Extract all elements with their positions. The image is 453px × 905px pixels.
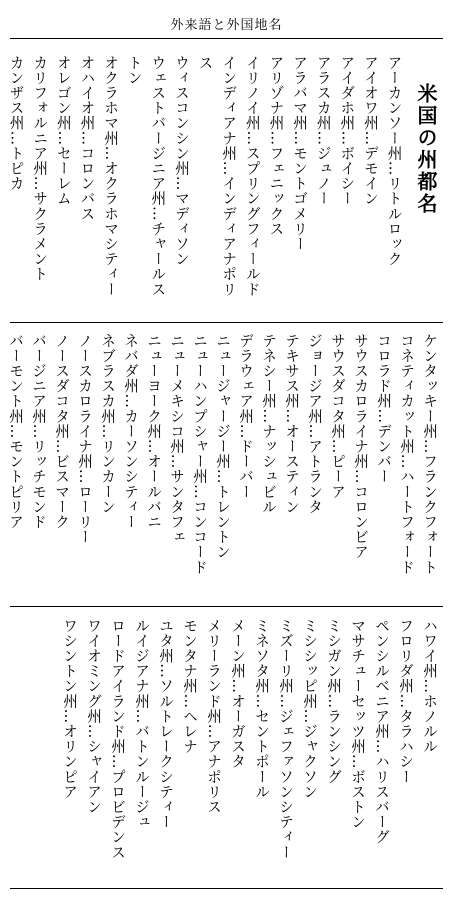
state-capital-entry: マサチューセッツ州…ボストン [349, 618, 366, 830]
state-capital-entry: ミズーリ州…ジェファソンシティー [277, 618, 294, 860]
state-capital-entry: イリノイ州…スプリングフィールド [243, 55, 261, 297]
header-rule [10, 38, 443, 39]
state-capital-entry: カンザス州…トピカ [7, 55, 25, 191]
state-capital-entry: オハイオ州…コロンバス [78, 55, 96, 222]
state-capital-entry: ノースカロライナ州…ローリー [76, 333, 93, 545]
bottom-rule [10, 888, 443, 889]
state-capital-entry: サウスカロライナ州…コロンビア [352, 333, 369, 560]
state-capital-entry: ニューハンプシャー州…コンコード [191, 333, 208, 575]
state-capital-entry: カリフォルニア州…サクラメント [31, 55, 49, 282]
state-capital-entry: ウィスコンシン州…マディソン [172, 55, 190, 267]
state-capital-entry: メリーランド州…アナポリス [205, 618, 222, 815]
state-capital-entry: アイダホ州…ボイシー [338, 55, 356, 206]
state-capital-entry: アリゾナ州…フェニックス [267, 55, 285, 237]
state-capital-entry: ニュージャージー州…トレントン [214, 333, 231, 560]
state-capital-entry: ミシガン州…ランシング [325, 618, 342, 785]
state-capital-entry: ルイジアナ州…バトンルージュ [133, 618, 150, 830]
state-capital-entry: フロリダ州…タラハシー [397, 618, 414, 785]
divider-rule-1 [10, 322, 443, 323]
state-capital-entry: トン [125, 55, 143, 86]
state-capital-entry: アイオワ州…デモイン [361, 55, 379, 206]
state-capital-entry: コロラド州…デンバー [375, 333, 392, 484]
section-heading: 米国の州都名 [414, 83, 438, 215]
state-capital-entry: ニューヨーク州…オールバニ [145, 333, 162, 530]
state-capital-entry: ミネソタ州…セントポール [253, 618, 270, 800]
state-capital-entry: モンタナ州…ヘレナ [181, 618, 198, 754]
state-capital-entry: テキサス州…オースティン [283, 333, 300, 515]
state-capital-entry: ユタ州…ソルトレークシティー [157, 618, 174, 830]
state-capital-entry: サウスダコタ州…ピーア [329, 333, 346, 500]
state-capital-entry: ウェストバージニア州…チャールス [149, 55, 167, 297]
state-capital-entry: ノースダコタ州…ビスマーク [53, 333, 70, 530]
state-capital-entry: オクラホマ州…オクラホマシティー [102, 55, 120, 297]
state-capital-entry: インディアナ州…インディアナポリ [220, 55, 238, 297]
state-capital-entry: アラバマ州…モントゴメリー [291, 55, 309, 252]
state-capital-entry: ニューメキシコ州…サンタフェ [168, 333, 185, 545]
entries-band-1 [4, 55, 441, 315]
state-capital-entry: ワイオミング州…シャイアン [85, 618, 102, 815]
state-capital-entry: テネシー州…ナッシュビル [260, 333, 277, 515]
state-capital-entry: ワシントン州…オリンピア [61, 618, 78, 800]
state-capital-entry: デラウェア州…ドーバー [237, 333, 254, 500]
state-capital-entry: ス [196, 55, 214, 71]
state-capital-entry: ネブラスカ州…リンカーン [99, 333, 116, 515]
state-capital-entry: アーカンソー州…リトルロック [385, 55, 403, 267]
state-capital-entry: ペンシルベニア州…ハリスバーグ [373, 618, 390, 845]
state-capital-entry: ハワイ州…ホノルル [421, 618, 438, 754]
entries-band-2 [4, 333, 441, 593]
entries-band-3 [4, 618, 441, 888]
state-capital-entry: バージニア州…リッチモンド [30, 333, 47, 530]
state-capital-entry: アラスカ州…ジュノー [314, 55, 332, 206]
state-capital-entry: ミシシッピ州…ジャクソン [301, 618, 318, 800]
divider-rule-2 [10, 606, 443, 607]
state-capital-entry: ジョージア州…アトランタ [306, 333, 323, 515]
state-capital-entry: ネバダ州…カーソンシティー [122, 333, 139, 530]
state-capital-entry: コネティカット州…ハートフォード [398, 333, 415, 575]
page-header: 外来語と外国地名 [170, 18, 283, 33]
state-capital-entry: バーモント州…モントピリア [7, 333, 24, 530]
state-capital-entry: ロードアイランド州…プロビデンス [109, 618, 126, 860]
state-capital-entry: オレゴン州…セーレム [54, 55, 72, 206]
state-capital-entry: メーン州…オーガスタ [229, 618, 246, 769]
state-capital-entry: ケンタッキー州…フランクフォート [421, 333, 438, 575]
